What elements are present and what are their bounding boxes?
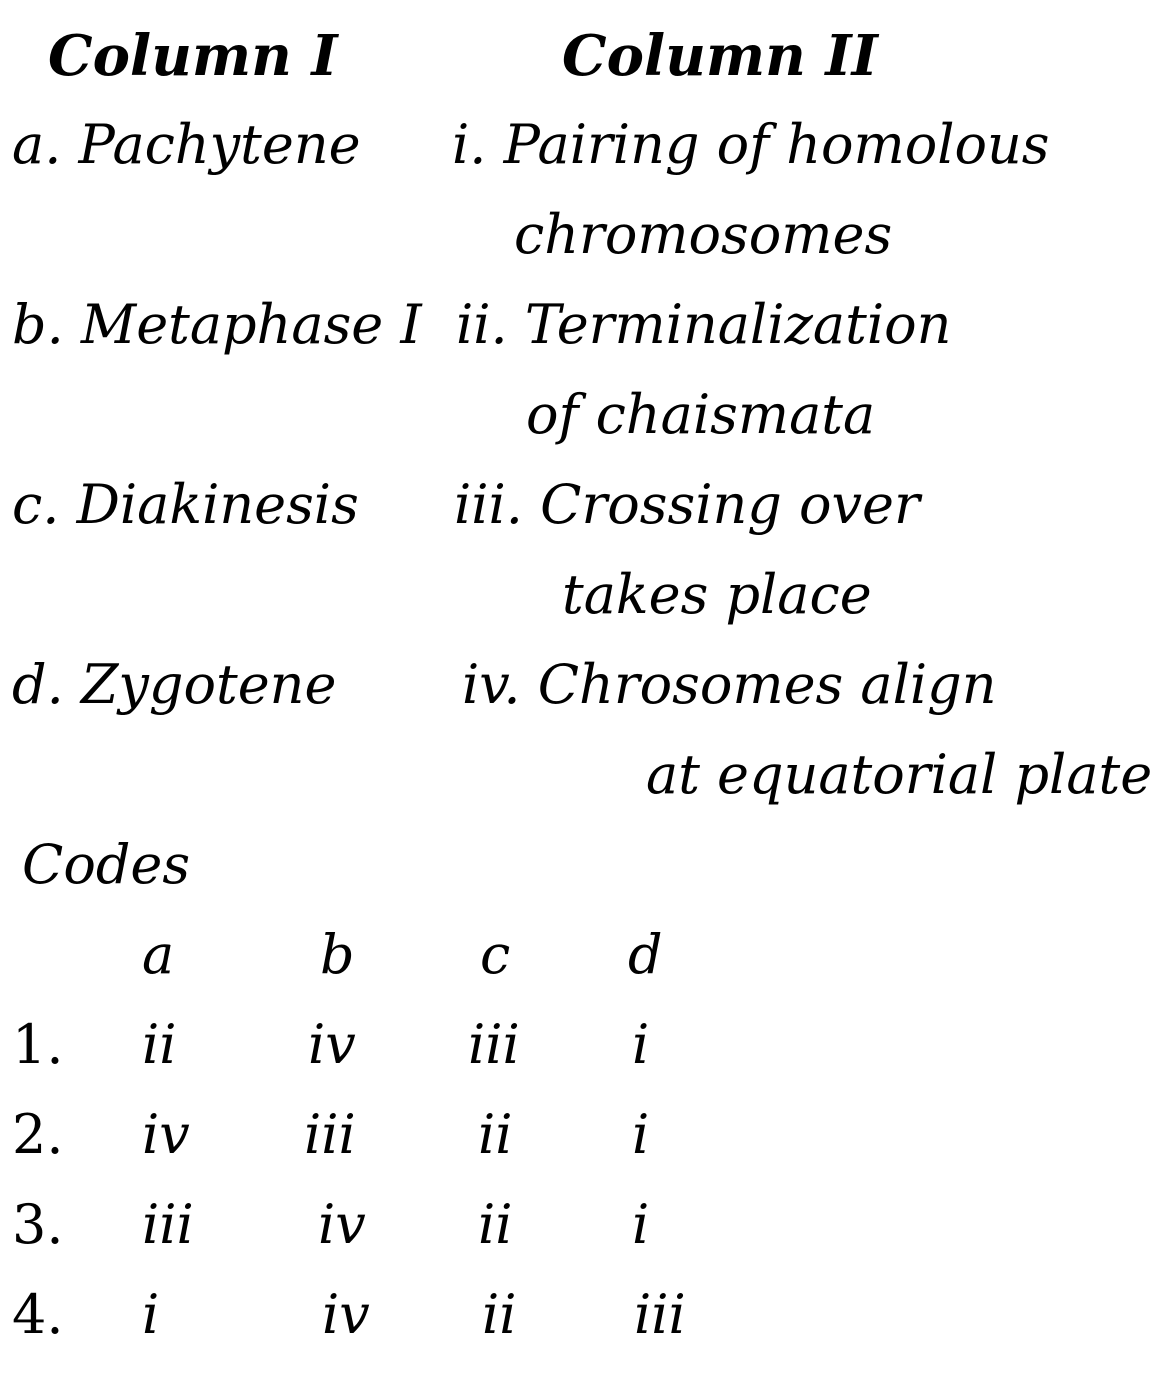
code-cell: iii xyxy=(304,1103,356,1166)
code-option-number: 1. xyxy=(12,1013,64,1076)
code-cell: iv xyxy=(142,1103,190,1166)
column-2-item-iii xyxy=(454,473,920,536)
code-cell: ii xyxy=(478,1103,513,1166)
code-cell: iii xyxy=(634,1283,686,1346)
column-1-header: Column I xyxy=(48,23,338,89)
column-2-item-i xyxy=(452,113,1050,176)
item-label: c. xyxy=(12,473,60,536)
codes-column-a: a xyxy=(142,923,175,986)
column-2-item-iii-line2: takes place xyxy=(562,563,872,626)
column-2-item-iv-line2: at equatorial plate xyxy=(646,743,1153,806)
code-cell: i xyxy=(632,1193,650,1256)
column-2-item-iv xyxy=(462,653,997,716)
codes-column-d: d xyxy=(628,923,663,986)
item-text-line1: Terminalization xyxy=(524,293,952,356)
column-1-item-d xyxy=(12,653,337,716)
column-1-item-b xyxy=(12,293,422,356)
item-label: a. xyxy=(12,113,62,176)
code-cell: ii xyxy=(482,1283,517,1346)
item-label: i. xyxy=(452,113,487,176)
item-text: Pachytene xyxy=(78,113,361,176)
code-cell: iv xyxy=(318,1193,366,1256)
item-label: d. xyxy=(12,653,64,716)
item-text-line1: Pairing of homolous xyxy=(503,113,1050,176)
code-cell: iii xyxy=(142,1193,194,1256)
item-text: Zygotene xyxy=(80,653,337,716)
code-cell: iv xyxy=(322,1283,370,1346)
item-text: Metaphase I xyxy=(80,293,422,356)
column-1-item-a xyxy=(12,113,361,176)
code-cell: iv xyxy=(308,1013,356,1076)
column-2-header: Column II xyxy=(562,23,878,89)
item-label: iii. xyxy=(454,473,523,536)
code-cell: ii xyxy=(478,1193,513,1256)
column-2-item-ii-line2: of chaismata xyxy=(526,383,876,446)
code-cell: iii xyxy=(468,1013,520,1076)
code-option-number: 3. xyxy=(12,1193,64,1256)
item-text-line1: Crossing over xyxy=(540,473,920,536)
code-option-number: 2. xyxy=(12,1103,64,1166)
item-text: Diakinesis xyxy=(76,473,359,536)
column-1-item-c xyxy=(12,473,359,536)
column-2-item-ii xyxy=(456,293,952,356)
code-cell: i xyxy=(142,1283,160,1346)
item-text-line1: Chrosomes align xyxy=(537,653,997,716)
item-label: ii. xyxy=(456,293,508,356)
column-2-item-i-line2: chromosomes xyxy=(514,203,893,266)
code-option-number: 4. xyxy=(12,1283,64,1346)
item-label: iv. xyxy=(462,653,521,716)
code-cell: ii xyxy=(142,1013,177,1076)
code-cell: i xyxy=(632,1103,650,1166)
codes-column-c: c xyxy=(480,923,511,986)
code-cell: i xyxy=(632,1013,650,1076)
codes-title: Codes xyxy=(22,833,191,896)
codes-column-b: b xyxy=(320,923,355,986)
item-label: b. xyxy=(12,293,64,356)
